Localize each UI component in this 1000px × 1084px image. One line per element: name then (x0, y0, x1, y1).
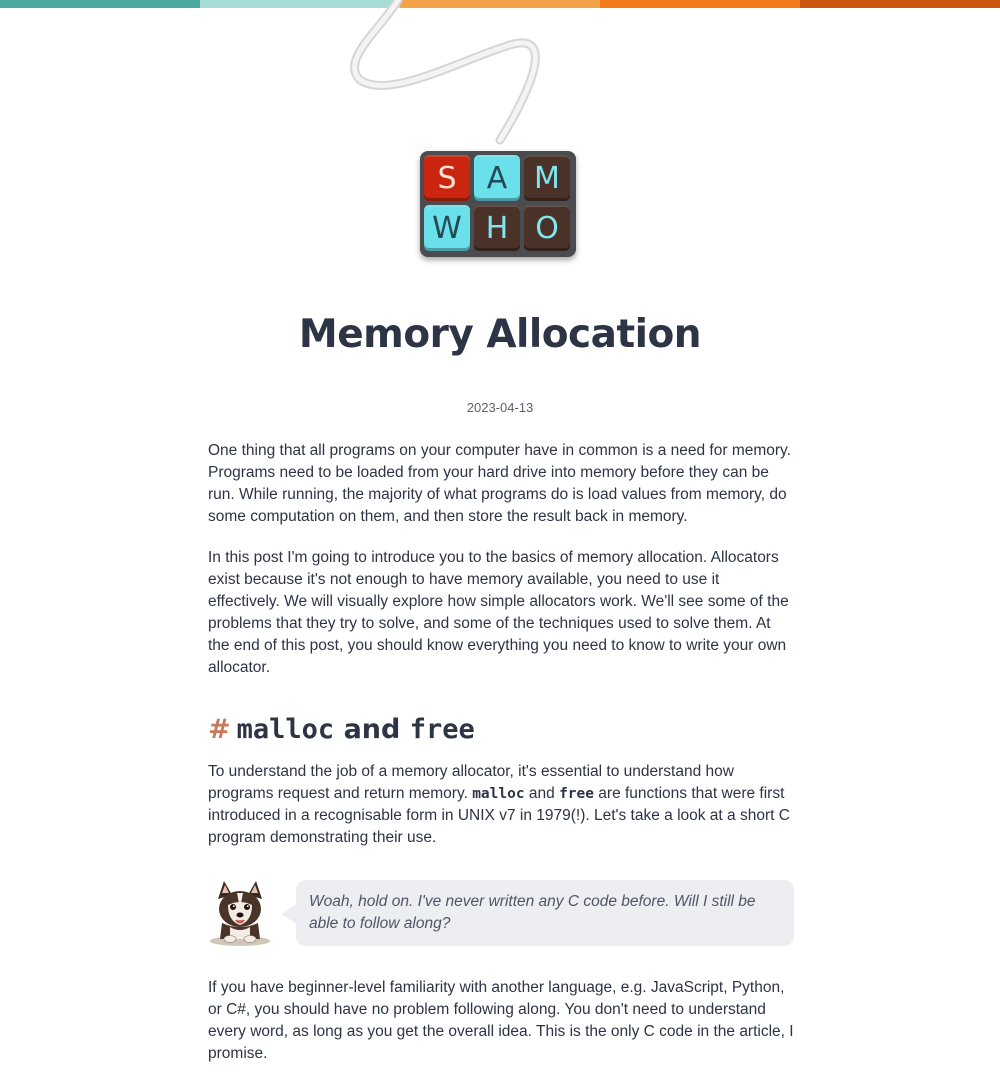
logo-key: O (524, 205, 570, 251)
logo-key: W (424, 205, 470, 251)
color-stripe-5 (800, 0, 1000, 8)
paragraph-intro-1: One thing that all programs on your computer have in common is a need for memory. Programs need to be loaded from your hard drive into memory before they can be run. While running, the majority of what programs do is load values from memory, do some computation on them, and then store the result back in memory. (208, 442, 791, 525)
color-stripe-4 (600, 0, 800, 8)
paragraph-malloc-free (208, 761, 794, 849)
section-heading-malloc-free (208, 713, 794, 747)
text-segment: To understand the job of a memory allocator, it's essential to understand how programs request and return memory. (208, 763, 734, 802)
heading-code-free: free (409, 714, 475, 745)
paragraph-intro-2: In this post I'm going to introduce you to the basics of memory allocation. Allocators exist because it's not enough to have memory available, you need to use it effectively. We will visually explore how simple allocators work. We'll see some of the problems that they try to solve, and some of the techniques used to solve them. At the end of this post, you should know everything you need to know to write your own allocator. (208, 549, 789, 676)
heading-joiner: and (343, 714, 401, 745)
article-body (208, 440, 794, 1084)
paragraph-beginner-note: If you have beginner-level familiarity with another language, e.g. JavaScript, Python, or C#, you should have no problem following along. You don't need to understand every word, as long as you get the overall idea. This is the only C code in the article, I promise. (208, 979, 794, 1062)
dog-aside (208, 879, 794, 947)
page-title: Memory Allocation (298, 312, 702, 357)
site-logo-samwho[interactable] (420, 151, 576, 257)
text-segment: and (524, 785, 560, 802)
color-stripe-1 (0, 0, 200, 8)
logo-key: H (474, 205, 520, 251)
logo-key: A (474, 155, 520, 201)
heading-code-malloc: malloc (236, 714, 335, 745)
inline-code-free: free (559, 786, 594, 802)
inline-code-malloc: malloc (472, 786, 525, 802)
logo-key: M (524, 155, 570, 201)
keyboard-cable-graphic (340, 0, 570, 160)
text-segment: are functions that were first introduced in a recognisable form in UNIX v7 in 1979(!). Let's take a look at a short C program demonstrating their use. (208, 785, 790, 846)
speech-bubble: Woah, hold on. I've never written any C code before. Will I still be able to follow along? (296, 880, 794, 946)
heading-anchor-link[interactable]: # (208, 714, 231, 745)
post-date: 2023-04-13 (466, 400, 534, 415)
logo-key: S (424, 155, 470, 201)
husky-puppy-avatar-icon (208, 879, 272, 947)
